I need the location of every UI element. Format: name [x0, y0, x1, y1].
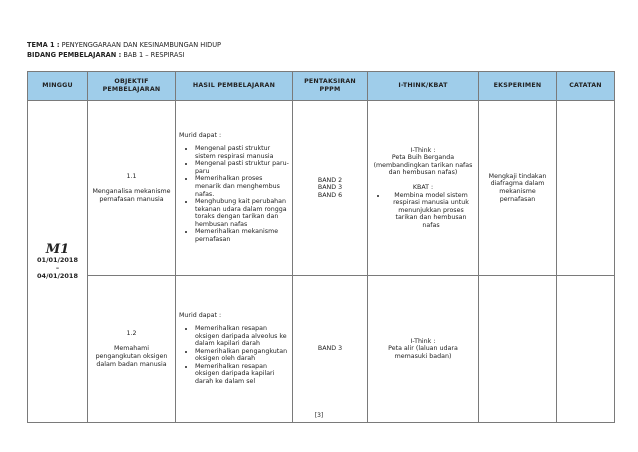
col-ithink: I-THINK/KBAT	[368, 72, 479, 101]
hasil-list	[179, 325, 289, 386]
table-row	[28, 276, 615, 423]
col-pentaksiran: PENTAKSIRAN PPPM	[293, 72, 368, 101]
objektif-number: 1.1	[126, 172, 137, 180]
band-value: BAND 3	[317, 184, 343, 192]
list-item: • Memerihalkan resapan oksigen daripada kapilari darah ke dalam sel	[195, 363, 289, 386]
bidang-line	[27, 50, 221, 60]
pentaksiran-cell	[293, 101, 368, 276]
tema-value: PENYENGGARAAN DAN KESINAMBUNGAN HIDUP	[61, 41, 222, 49]
ithink-cell	[368, 101, 479, 276]
eksperimen-cell	[479, 276, 557, 423]
bidang-value: BAB 1 – RESPIRASI	[123, 51, 185, 59]
week-cell	[28, 101, 88, 423]
bidang-label: BIDANG PEMBELAJARAN :	[27, 51, 122, 59]
hasil-cell	[176, 276, 293, 423]
kbat-list	[371, 192, 475, 230]
objektif-cell	[88, 276, 176, 423]
band-value: BAND 2	[317, 176, 343, 184]
hasil-list	[179, 145, 289, 244]
list-item: • Menghubung kait perubahan tekanan udara dalam rongga toraks dengan tarikan dan hembusan nafas	[195, 198, 289, 228]
list-item: • Mengenal pasti struktur sistem respirasi manusia	[195, 145, 289, 160]
tema-line	[27, 40, 221, 50]
header-row	[28, 72, 615, 101]
document-header	[27, 40, 221, 60]
col-catatan: CATATAN	[557, 72, 615, 101]
table-row	[28, 101, 615, 276]
catatan-cell	[557, 276, 615, 423]
ithink-cell	[368, 276, 479, 423]
list-item: • Membina model sistem respirasi manusia untuk menunjukkan proses tarikan dan hembusan nafas	[387, 192, 475, 230]
col-eksperimen: EKSPERIMEN	[479, 72, 557, 101]
week-end-date: 04/01/2018	[37, 272, 78, 280]
col-minggu: MINGGU	[28, 72, 88, 101]
ithink-title: I-Think :	[410, 146, 436, 154]
list-item: • Mengenal pasti struktur paru-paru	[195, 160, 289, 175]
objektif-text: Menganalisa mekanisme pernafasan manusia	[92, 188, 171, 203]
catatan-cell	[557, 101, 615, 276]
pentaksiran-cell	[293, 276, 368, 423]
list-item: • Memerihalkan proses menarik dan menghembus nafas.	[195, 175, 289, 198]
hasil-intro: Murid dapat :	[179, 132, 222, 140]
band-value: BAND 3	[317, 345, 343, 353]
ithink-text: Peta alir (laluan udara memasuki badan)	[388, 345, 458, 360]
eksperimen-cell: Mengkaji tindakan diafragma dalam mekanisme pernafasan	[479, 101, 557, 276]
band-value: BAND 6	[317, 191, 343, 199]
hasil-intro: Murid dapat :	[179, 312, 222, 320]
objektif-text: Memahami pengangkutan oksigen dalam badan manusia	[95, 345, 168, 368]
list-item: • Memerihalkan mekanisme pernafasan	[195, 228, 289, 243]
ithink-title: I-Think :	[410, 337, 436, 345]
objektif-number: 1.2	[126, 329, 137, 337]
objektif-cell	[88, 101, 176, 276]
list-item: • Memerihalkan resapan oksigen daripada alveolus ke dalam kapilari darah	[195, 325, 289, 348]
kbat-title: KBAT :	[412, 183, 434, 191]
list-item: • Memerihalkan pengangkutan oksigen oleh darah	[195, 348, 289, 363]
lesson-plan-table	[27, 71, 615, 423]
tema-label: TEMA 1 :	[27, 41, 60, 49]
col-hasil: HASIL PEMBELAJARAN	[176, 72, 293, 101]
page-number: [3]	[314, 412, 324, 419]
ithink-text: Peta Buih Berganda (membandingkan tarikan nafas dan hembusan nafas)	[373, 154, 473, 177]
col-objektif: OBJEKTIF PEMBELAJARAN	[88, 72, 176, 101]
week-start-date: 01/01/2018	[37, 256, 78, 264]
week-date-separator: –	[55, 264, 60, 272]
week-label: M1	[45, 242, 70, 257]
hasil-cell	[176, 101, 293, 276]
